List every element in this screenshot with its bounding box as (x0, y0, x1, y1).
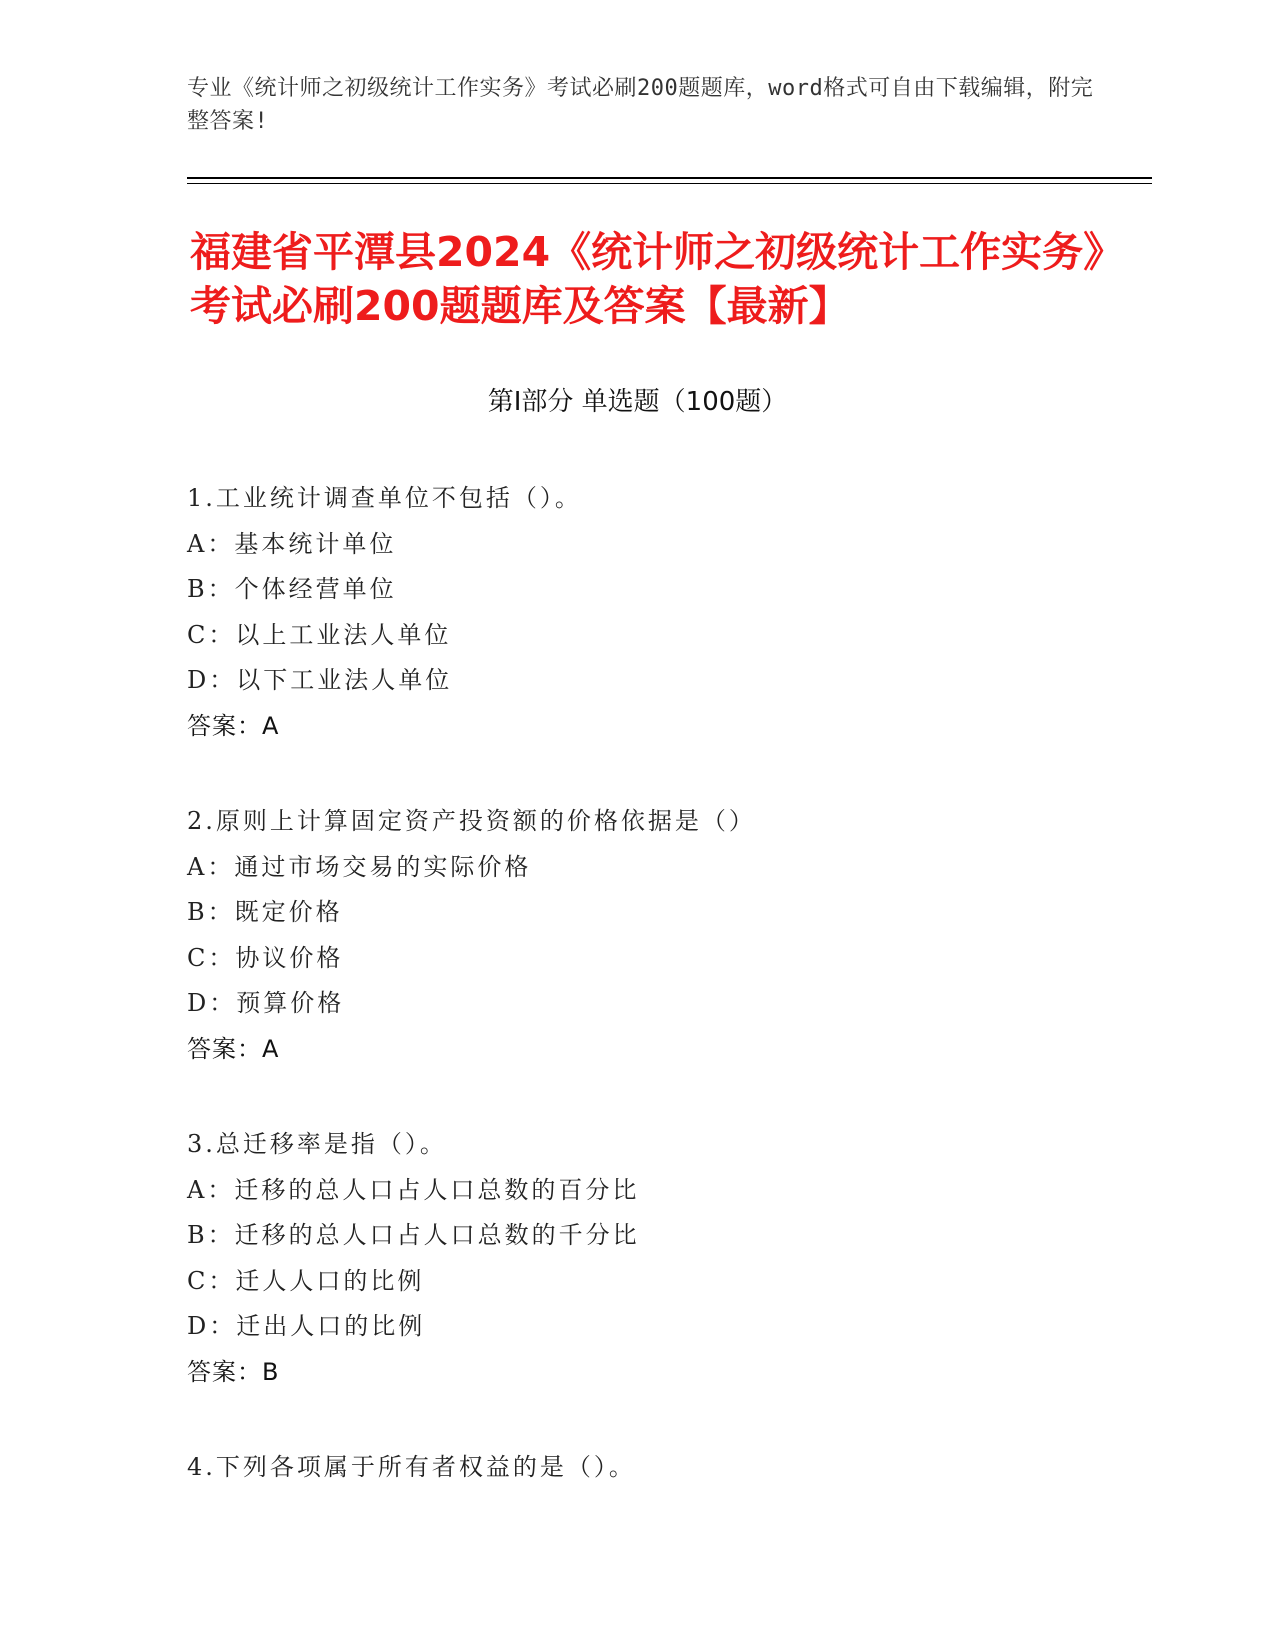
question-list (187, 476, 1127, 1541)
header-divider-thin (187, 183, 1152, 184)
header-note: 专业《统计师之初级统计工作实务》考试必刷200题题库，word格式可自由下载编辑，附完整答案! (187, 76, 1094, 134)
option-c: C：迁人人口的比例 (187, 1266, 425, 1295)
option-d: D：迁出人口的比例 (187, 1312, 426, 1340)
question-1 (187, 476, 1127, 749)
question-stem: 1.工业统计调查单位不包括（）。 (187, 484, 582, 512)
option-a: A：基本统计单位 (187, 529, 397, 558)
option-a: A：迁移的总人口占人口总数的百分比 (187, 1175, 640, 1204)
header-divider-thick (187, 177, 1152, 179)
answer-line: 答案：B (187, 1357, 280, 1386)
document-title: 福建省平潭县2024《统计师之初级统计工作实务》考试必刷200题题库及答案【最新】 (190, 228, 1104, 330)
option-d: D：以下工业法人单位 (187, 666, 453, 694)
question-3 (187, 1122, 1127, 1395)
question-stem: 3.总迁移率是指（）。 (187, 1130, 447, 1158)
option-c: C：以上工业法人单位 (187, 620, 452, 649)
option-b: B：迁移的总人口占人口总数的千分比 (187, 1221, 640, 1249)
question-4 (187, 1445, 1127, 1491)
question-stem: 4.下列各项属于所有者权益的是（）。 (187, 1453, 636, 1481)
option-a: A：通过市场交易的实际价格 (187, 852, 532, 881)
option-d: D：预算价格 (187, 989, 345, 1017)
option-c: C：协议价格 (187, 943, 344, 972)
answer-line: 答案：A (187, 711, 280, 740)
answer-line: 答案：A (187, 1034, 280, 1063)
option-b: B：个体经营单位 (187, 575, 397, 603)
option-b: B：既定价格 (187, 898, 343, 926)
question-2 (187, 799, 1127, 1072)
question-stem: 2.原则上计算固定资产投资额的价格依据是（） (187, 807, 756, 835)
section-title: 第I部分 单选题（100题） (487, 387, 788, 417)
